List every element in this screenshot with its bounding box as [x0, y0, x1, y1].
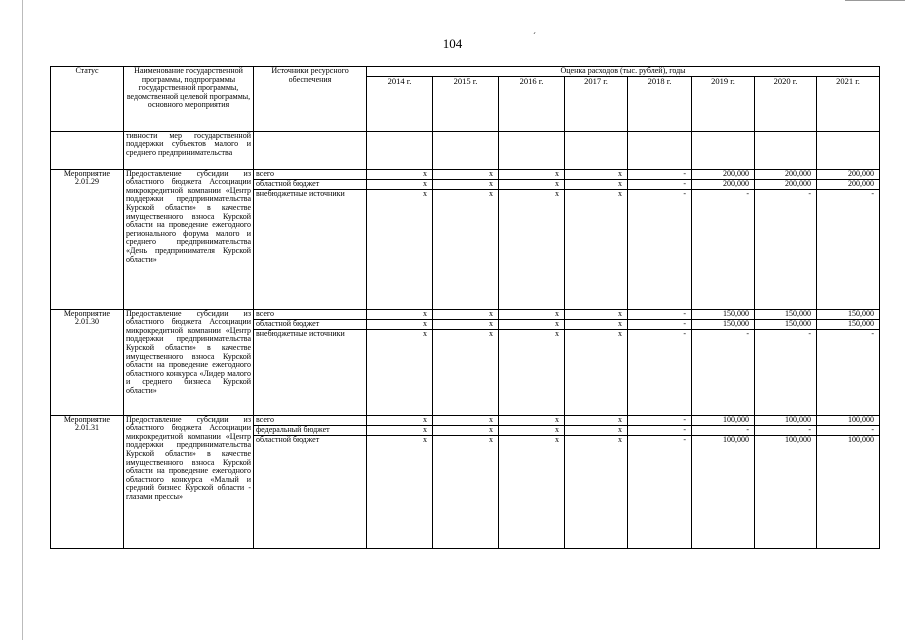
funding-source: всего	[254, 309, 367, 319]
amount-cell: x	[433, 309, 499, 319]
continuation-text: тивности мер государственной поддержки субъектов малого и среднего предпринимательства	[124, 131, 254, 169]
amount-cell: x	[433, 435, 499, 548]
year-2014: 2014 г.	[367, 76, 433, 131]
amount-cell: -	[628, 425, 692, 435]
page-number: 104	[442, 36, 463, 51]
amount-cell: x	[433, 189, 499, 309]
amount-cell: 100,000	[755, 435, 817, 548]
amount-cell: x	[499, 415, 565, 425]
amount-cell: x	[433, 169, 499, 179]
amount-cell: x	[367, 425, 433, 435]
source-row	[51, 415, 880, 425]
amount-cell: x	[565, 169, 628, 179]
amount-cell: -	[628, 189, 692, 309]
continuation-status	[51, 131, 124, 169]
year-2016: 2016 г.	[499, 76, 565, 131]
amount-cell: x	[499, 329, 565, 415]
activity-status: Мероприятие 2.01.30	[51, 309, 124, 415]
amount-cell: x	[367, 309, 433, 319]
amount-cell: x	[565, 415, 628, 425]
funding-source: областной бюджет	[254, 319, 367, 329]
budget-table	[50, 66, 880, 549]
funding-source: федеральный бюджет	[254, 425, 367, 435]
amount-cell: 100,000	[755, 415, 817, 425]
amount-cell: -	[755, 425, 817, 435]
amount-cell: -	[755, 189, 817, 309]
activity-description: Предоставление субсидии из областного бюджета Ассоциации микрокредитной компании «Центр поддержки предпринимательства Курской области» в качестве имущественного взноса Курской области на проведение ежегодного областного конкурса «Малый и средний бизнес Курской области - глазами прессы»	[124, 415, 254, 548]
amount-cell: x	[367, 189, 433, 309]
amount-cell: 150,000	[755, 319, 817, 329]
amount-cell: -	[692, 425, 755, 435]
amount-cell: x	[565, 329, 628, 415]
amount-cell: -	[628, 309, 692, 319]
year-2018: 2018 г.	[628, 76, 692, 131]
amount-cell: x	[367, 179, 433, 189]
funding-source: областной бюджет	[254, 179, 367, 189]
amount-cell: x	[433, 415, 499, 425]
amount-cell: -	[817, 425, 880, 435]
amount-cell: x	[499, 319, 565, 329]
amount-cell: x	[433, 179, 499, 189]
amount-cell: x	[367, 415, 433, 425]
amount-cell: x	[499, 425, 565, 435]
amount-cell: 200,000	[817, 179, 880, 189]
amount-cell: 150,000	[692, 319, 755, 329]
amount-cell: -	[755, 329, 817, 415]
amount-cell: 150,000	[692, 309, 755, 319]
header-row	[51, 67, 880, 77]
year-2020: 2020 г.	[755, 76, 817, 131]
activity-status: Мероприятие 2.01.31	[51, 415, 124, 548]
header-name: Наименование государственной программы, подпрограммы государственной программы, ведомственной целевой программы, основного мероприятия	[124, 67, 254, 132]
amount-cell: 150,000	[817, 319, 880, 329]
amount-cell: 200,000	[692, 179, 755, 189]
activity-description: Предоставление субсидии из областного бюджета Ассоциации микрокредитной компании «Центр поддержки предпринимательства Курской области» в качестве имущественного взноса Курской области на проведение ежегодного областного конкурса «Лидер малого и среднего бизнеса Курской области»	[124, 309, 254, 415]
source-row	[51, 169, 880, 179]
amount-cell: 150,000	[817, 309, 880, 319]
amount-cell: -	[628, 179, 692, 189]
amount-cell: x	[367, 329, 433, 415]
funding-source: всего	[254, 415, 367, 425]
amount-cell: x	[565, 189, 628, 309]
header-sources: Источники ресурсного обеспечения	[254, 67, 367, 132]
scan-speck: ˊ	[533, 31, 536, 41]
amount-cell: x	[499, 179, 565, 189]
amount-cell: 100,000	[692, 415, 755, 425]
year-2017: 2017 г.	[565, 76, 628, 131]
activity-description: Предоставление субсидии из областного бюджета Ассоциации микрокредитной компании «Центр поддержки предпринимательства Курской области» в качестве имущественного взноса Курской области на проведение ежегодного регионального форума малого и среднего предпринимательства «День предпринимателя Курской области»	[124, 169, 254, 309]
amount-cell: x	[499, 189, 565, 309]
amount-cell: x	[433, 319, 499, 329]
funding-source: всего	[254, 169, 367, 179]
top-rule	[845, 0, 905, 1]
funding-source: внебюджетные источники	[254, 189, 367, 309]
amount-cell: x	[499, 309, 565, 319]
year-2019: 2019 г.	[692, 76, 755, 131]
amount-cell: 150,000	[755, 309, 817, 319]
amount-cell: -	[817, 189, 880, 309]
activity-status: Мероприятие 2.01.29	[51, 169, 124, 309]
year-2015: 2015 г.	[433, 76, 499, 131]
amount-cell: x	[565, 435, 628, 548]
amount-cell: x	[565, 319, 628, 329]
amount-cell: 200,000	[755, 179, 817, 189]
amount-cell: x	[499, 435, 565, 548]
funding-source: внебюджетные источники	[254, 329, 367, 415]
source-row	[51, 309, 880, 319]
amount-cell: x	[433, 329, 499, 415]
continuation-row	[51, 131, 880, 169]
amount-cell: -	[628, 415, 692, 425]
amount-cell: 100,000	[817, 435, 880, 548]
amount-cell: -	[692, 189, 755, 309]
amount-cell: x	[565, 425, 628, 435]
amount-cell: x	[367, 435, 433, 548]
header-status: Статус	[51, 67, 124, 132]
amount-cell: x	[499, 169, 565, 179]
header-estimate: Оценка расходов (тыс. рублей), годы	[367, 67, 880, 77]
amount-cell: -	[628, 435, 692, 548]
amount-cell: -	[628, 169, 692, 179]
scan-edge-line	[22, 0, 23, 640]
amount-cell: x	[367, 169, 433, 179]
amount-cell: -	[692, 329, 755, 415]
amount-cell: 200,000	[692, 169, 755, 179]
amount-cell: 100,000	[692, 435, 755, 548]
amount-cell: x	[367, 319, 433, 329]
amount-cell: x	[565, 179, 628, 189]
funding-source: областной бюджет	[254, 435, 367, 548]
amount-cell: -	[817, 329, 880, 415]
amount-cell: 200,000	[817, 169, 880, 179]
amount-cell: 100,000	[817, 415, 880, 425]
amount-cell: x	[433, 425, 499, 435]
year-2021: 2021 г.	[817, 76, 880, 131]
amount-cell: 200,000	[755, 169, 817, 179]
amount-cell: -	[628, 329, 692, 415]
amount-cell: x	[565, 309, 628, 319]
amount-cell: -	[628, 319, 692, 329]
